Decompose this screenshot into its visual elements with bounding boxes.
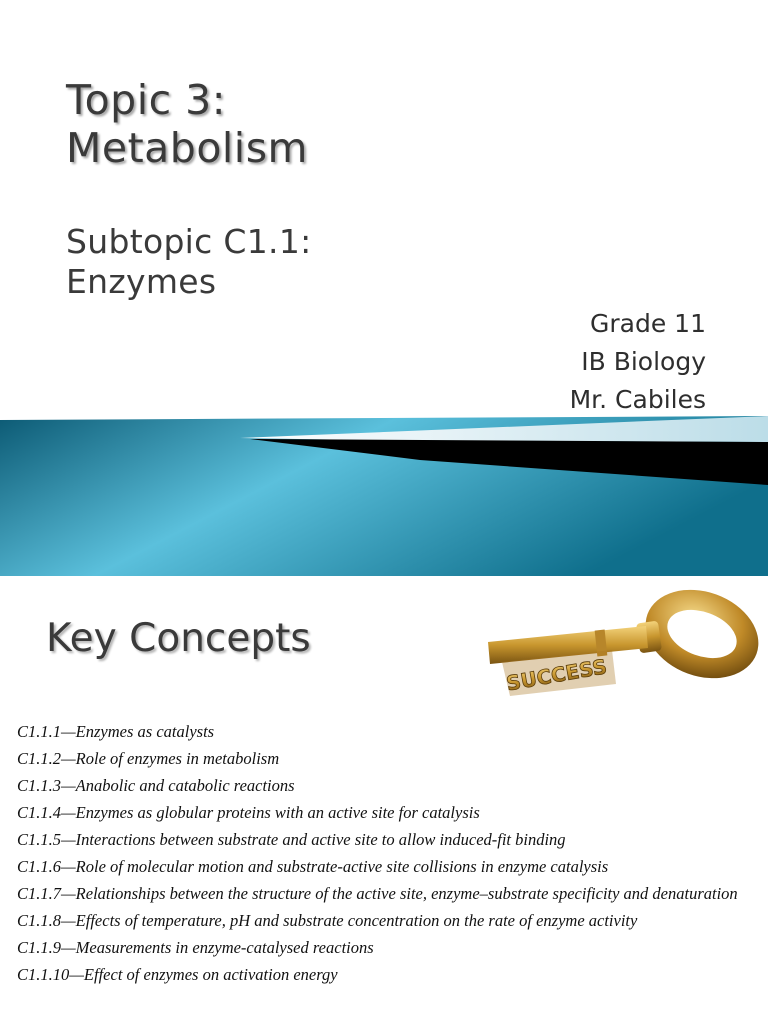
key-word: SUCCESS <box>504 654 609 696</box>
concept-item: C1.1.2—Role of enzymes in metabolism <box>17 749 280 768</box>
byline-teacher: Mr. Cabiles <box>569 385 706 414</box>
slide-subtitle <box>66 222 312 302</box>
subtitle-line-2: Enzymes <box>66 262 217 301</box>
success-key-icon <box>476 584 768 704</box>
concept-item: C1.1.10—Effect of enzymes on activation energy <box>17 965 338 984</box>
byline-grade: Grade 11 <box>590 309 706 338</box>
byline-course: IB Biology <box>581 347 706 376</box>
concept-item: C1.1.8—Effects of temperature, pH and substrate concentration on the rate of enzyme activity <box>17 911 638 930</box>
concept-item: C1.1.3—Anabolic and catabolic reactions <box>17 776 295 795</box>
concept-item: C1.1.9—Measurements in enzyme-catalysed reactions <box>17 938 374 957</box>
concept-item: C1.1.6—Role of molecular motion and substrate-active site collisions in enzyme catalysis <box>17 857 609 876</box>
concept-item: C1.1.4—Enzymes as globular proteins with an active site for catalysis <box>17 803 480 822</box>
title-line-2: Metabolism <box>66 124 308 172</box>
decorative-banner <box>0 408 768 576</box>
key-concepts-heading: Key Concepts <box>46 616 311 661</box>
slide-title <box>66 76 308 172</box>
title-line-1: Topic 3: <box>66 76 227 124</box>
key-concepts-slide <box>0 584 768 1024</box>
subtitle-line-1: Subtopic C1.1: <box>66 222 312 261</box>
concept-item: C1.1.7—Relationships between the structure of the active site, enzyme–substrate specificity and denaturation <box>17 884 738 903</box>
concept-item: C1.1.1—Enzymes as catalysts <box>17 722 215 741</box>
byline <box>570 305 706 419</box>
key-concepts-list <box>17 720 762 990</box>
concept-item: C1.1.5—Interactions between substrate and active site to allow induced-fit binding <box>17 830 566 849</box>
